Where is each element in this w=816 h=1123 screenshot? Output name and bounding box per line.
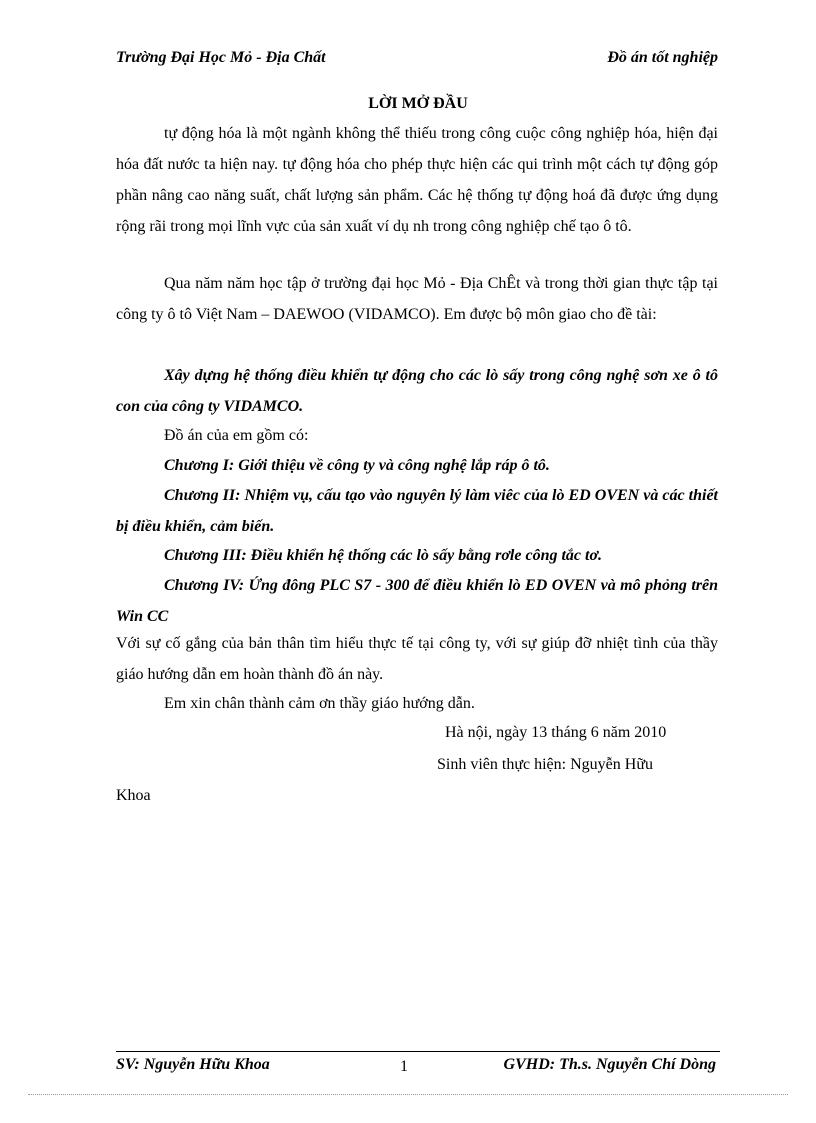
study-paragraph: Qua năm năm học tập ở trường đại học Mỏ - Địa ChÊt và trong thời gian thực tập tại công ty ô tô Việt Nam – DAEWOO (VIDAMCO). Em được bộ môn giao cho đề tài: <box>116 275 718 323</box>
chapter-item: Chương III: Điều khiển hệ thống các lò sấy bằng rơle công tắc tơ. <box>164 547 603 564</box>
header-school: Trường Đại Học Mỏ - Địa Chất <box>116 49 326 66</box>
chapter-item: Chương IV: Ứng đông PLC S7 - 300 để điều khiển lò ED OVEN và mô phỏng trên Win CC <box>116 577 718 625</box>
page-title: LỜI MỞ ĐẦU <box>368 95 468 112</box>
intro-paragraph: tự động hóa là một ngành không thể thiếu trong công cuộc công nghiệp hóa, hiện đại hóa đất nước ta hiện nay. tự động hóa cho phép thực hiện các qui trình một cách tự động góp phần nâng cao năng suất, chất lượng sản phẩm. Các hệ thống tự động hoá đã được ứng dụng rộng rãi trong mọi lĩnh vực của sản xuất ví dụ nh trong công nghiệp chế tạo ô tô. <box>116 125 718 235</box>
chapter-item: Chương II: Nhiệm vụ, cấu tạo vào nguyên lý làm viêc của lò ED OVEN và các thiết bị điều khiển, cảm biến. <box>116 487 718 535</box>
header-doc-type: Đồ án tốt nghiệp <box>607 49 718 66</box>
chapter-item: Chương I: Giới thiệu về công ty và công nghệ lắp ráp ô tô. <box>164 457 550 474</box>
signature-label: Sinh viên thực hiện: Nguyễn Hữu <box>437 756 653 773</box>
date-line: Hà nội, ngày 13 tháng 6 năm 2010 <box>445 724 667 741</box>
thesis-topic: Xây dựng hệ thống điều khiển tự động cho các lò sấy trong công nghệ sơn xe ô tô con của công ty VIDAMCO. <box>116 367 718 415</box>
footer-rule <box>116 1051 720 1052</box>
closing-paragraph: Với sự cố gắng của bản thân tìm hiểu thực tế tại công ty, với sự giúp đỡ nhiệt tình của thầy giáo hướng dẫn em hoàn thành đồ án này. <box>116 635 718 683</box>
footer-advisor: GVHD: Th.s. Nguyễn Chí Dòng <box>503 1056 716 1073</box>
footer-student: SV: Nguyễn Hữu Khoa <box>116 1056 270 1073</box>
page-break-line <box>28 1094 788 1095</box>
signature-name: Khoa <box>116 787 151 804</box>
thanks-line: Em xin chân thành cảm ơn thầy giáo hướng dẫn. <box>164 695 475 712</box>
contents-intro: Đồ án của em gồm có: <box>164 427 309 444</box>
page-number: 1 <box>400 1058 408 1075</box>
